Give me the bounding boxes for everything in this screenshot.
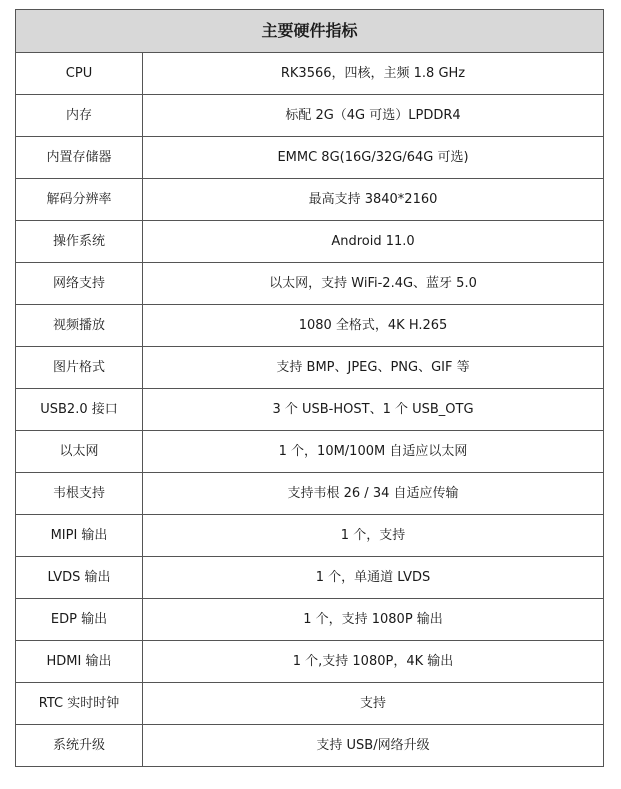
table-title: 主要硬件指标 (16, 10, 604, 53)
spec-name: HDMI 输出 (16, 641, 143, 683)
table-row (16, 347, 604, 389)
hardware-spec-table (15, 9, 604, 767)
table-row (16, 95, 604, 137)
spec-value: 支持 (143, 683, 604, 725)
spec-name: 操作系统 (16, 221, 143, 263)
spec-name: LVDS 输出 (16, 557, 143, 599)
table-row (16, 599, 604, 641)
table-row (16, 179, 604, 221)
table-row (16, 137, 604, 179)
spec-name: RTC 实时时钟 (16, 683, 143, 725)
spec-name: 内存 (16, 95, 143, 137)
table-row (16, 557, 604, 599)
table-row (16, 53, 604, 95)
spec-value: 支持韦根 26 / 34 自适应传输 (143, 473, 604, 515)
spec-name: 韦根支持 (16, 473, 143, 515)
spec-name: 网络支持 (16, 263, 143, 305)
spec-name: 以太网 (16, 431, 143, 473)
table-row (16, 725, 604, 767)
spec-name: 内置存储器 (16, 137, 143, 179)
spec-name: 解码分辨率 (16, 179, 143, 221)
spec-value: 1 个，10M/100M 自适应以太网 (143, 431, 604, 473)
spec-name: MIPI 输出 (16, 515, 143, 557)
spec-value: 1 个，支持 1080P 输出 (143, 599, 604, 641)
spec-value: 最高支持 3840*2160 (143, 179, 604, 221)
spec-name: 视频播放 (16, 305, 143, 347)
spec-value: 标配 2G（4G 可选）LPDDR4 (143, 95, 604, 137)
spec-value: 3 个 USB-HOST、1 个 USB_OTG (143, 389, 604, 431)
spec-name: EDP 输出 (16, 599, 143, 641)
spec-value: 1080 全格式，4K H.265 (143, 305, 604, 347)
table-row (16, 641, 604, 683)
spec-value: EMMC 8G(16G/32G/64G 可选) (143, 137, 604, 179)
spec-name: 系统升级 (16, 725, 143, 767)
spec-value: 1 个，单通道 LVDS (143, 557, 604, 599)
spec-value: 支持 USB/网络升级 (143, 725, 604, 767)
spec-value: 支持 BMP、JPEG、PNG、GIF 等 (143, 347, 604, 389)
spec-name: CPU (16, 53, 143, 95)
table-row (16, 431, 604, 473)
table-row (16, 683, 604, 725)
spec-value: 1 个，支持 (143, 515, 604, 557)
spec-name: 图片格式 (16, 347, 143, 389)
table-row (16, 263, 604, 305)
spec-name: USB2.0 接口 (16, 389, 143, 431)
table-row (16, 221, 604, 263)
table-header-row (16, 10, 604, 53)
spec-value: 1 个,支持 1080P，4K 输出 (143, 641, 604, 683)
table-row (16, 473, 604, 515)
spec-value: 以太网，支持 WiFi-2.4G、蓝牙 5.0 (143, 263, 604, 305)
table-row (16, 305, 604, 347)
spec-value: RK3566，四核，主频 1.8 GHz (143, 53, 604, 95)
spec-value: Android 11.0 (143, 221, 604, 263)
table-row (16, 515, 604, 557)
table-row (16, 389, 604, 431)
